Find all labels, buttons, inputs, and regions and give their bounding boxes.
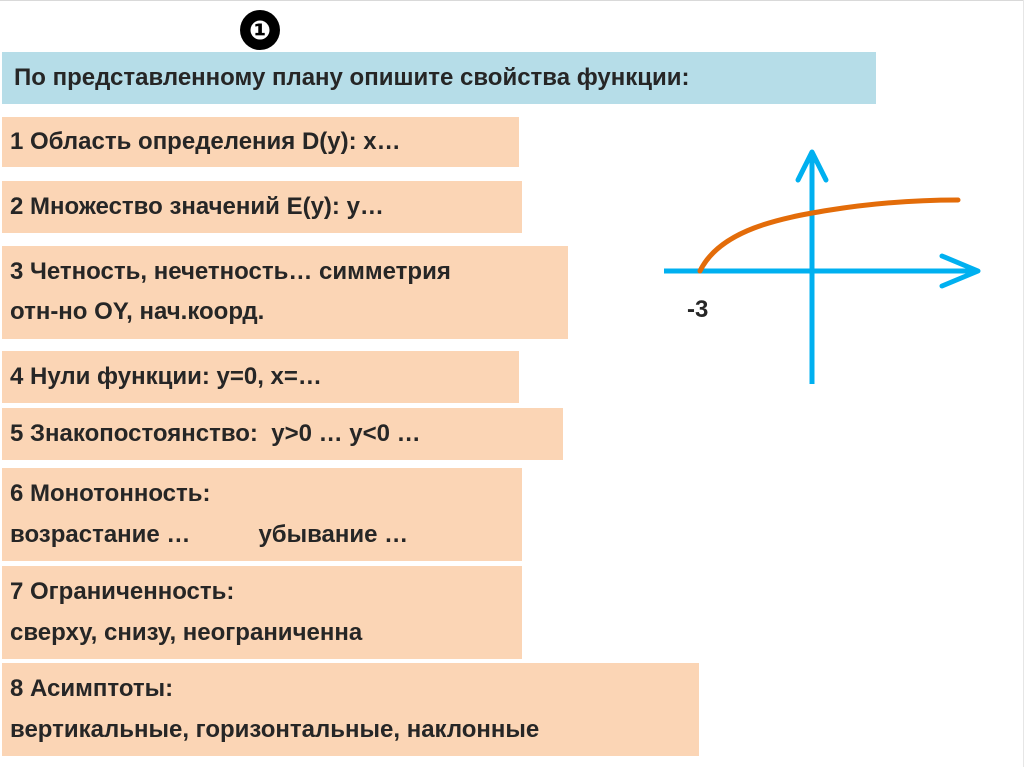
plan-item-zeros bbox=[2, 351, 519, 403]
plan-item-sign-text: 5 Знакопостоянство: y>0 … y<0 … bbox=[10, 420, 421, 447]
monotonicity-increasing-text: возрастание … bbox=[10, 520, 191, 548]
plan-item-domain bbox=[2, 117, 519, 167]
plan-item-zeros-text: 4 Нули функции: y=0, x=… bbox=[10, 363, 322, 390]
plan-item-boundedness bbox=[2, 566, 522, 659]
plan-item-sign bbox=[2, 408, 563, 460]
task-title: По представленному плану опишите свойства функции: bbox=[2, 52, 876, 104]
slide-number-badge: ❶ bbox=[240, 10, 280, 50]
plan-item-parity-line1: 3 Четность, нечетность… симметрия bbox=[10, 258, 451, 285]
plan-item-boundedness-line2: сверху, снизу, неограниченна bbox=[10, 618, 363, 646]
monotonicity-decreasing-text: убывание … bbox=[258, 520, 409, 548]
plan-item-range-text: 2 Множество значений E(y): y… bbox=[10, 193, 384, 220]
plan-item-boundedness-line1: 7 Ограниченность: bbox=[10, 578, 235, 605]
plan-item-asymptotes-line2: вертикальные, горизонтальные, наклонные bbox=[10, 715, 540, 743]
plan-item-asymptotes bbox=[2, 663, 699, 756]
plan-item-asymptotes-line1: 8 Асимптоты: bbox=[10, 675, 174, 702]
function-curve bbox=[700, 200, 958, 271]
plan-item-monotonicity-line2 bbox=[10, 515, 522, 556]
function-graph bbox=[640, 140, 1000, 400]
plan-item-monotonicity bbox=[2, 468, 522, 561]
plan-item-parity bbox=[2, 246, 568, 339]
plan-item-range bbox=[2, 181, 522, 233]
slide-border-top bbox=[0, 0, 1024, 1]
plan-item-domain-text: 1 Область определения D(y): x… bbox=[10, 128, 401, 155]
x-minus-three-label: -3 bbox=[687, 296, 709, 323]
plan-item-parity-line2: отн-но OY, нач.коорд. bbox=[10, 297, 265, 325]
plan-item-monotonicity-line1: 6 Монотонность: bbox=[10, 480, 211, 507]
